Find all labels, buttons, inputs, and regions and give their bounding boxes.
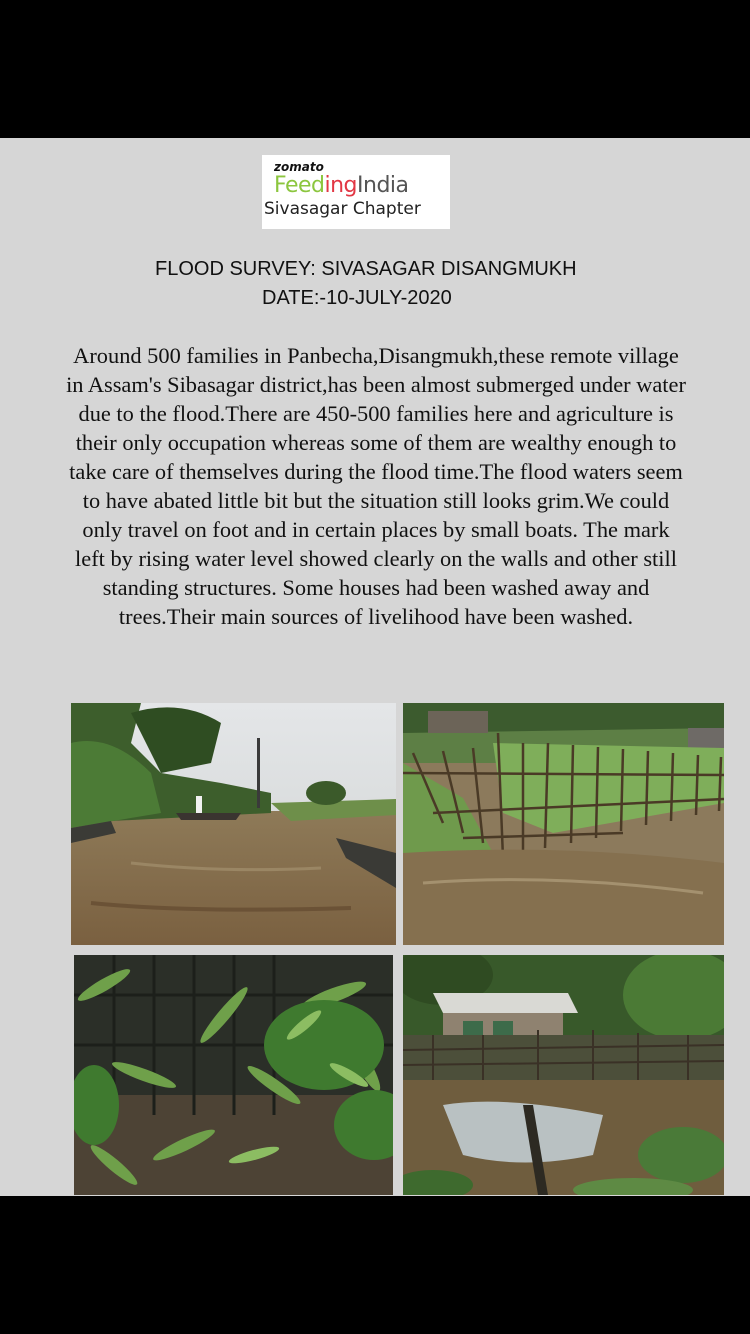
flood-photo-fence <box>403 703 724 945</box>
survey-title: FLOOD SURVEY: SIVASAGAR DISANGMUKH <box>155 258 577 280</box>
survey-description: Around 500 families in Panbecha,Disangmukh,these remote village in Assam's Sibasagar district,has been almost submerged under water due to the flood.There are 450-500 families here and agriculture is their only occupation whereas some of them are wealthy enough to take care of themselves during the flood time.The flood waters seem to have abated little bit but the situation still looks grim.We could only travel on foot and in certain places by small boats. The mark left by rising water level showed clearly on the walls and other still standing structures. Some houses had been washed away and trees.Their main sources of livelihood have been washed. <box>66 343 686 629</box>
flood-survey-poster <box>0 138 750 1196</box>
top-black-bar <box>0 0 750 138</box>
zomato-wordmark: zomato <box>274 160 324 174</box>
chapter-name: Sivasagar Chapter <box>264 199 421 219</box>
bottom-black-bar <box>0 1196 750 1334</box>
survey-date: DATE:-10-JULY-2020 <box>262 287 452 309</box>
feeding-india-logo <box>262 155 450 229</box>
flood-photo-boats <box>71 703 396 945</box>
flood-photo-house <box>403 955 724 1195</box>
feeding-india-wordmark: FeedingIndia <box>274 173 409 198</box>
flood-photo-bamboo <box>74 955 393 1195</box>
